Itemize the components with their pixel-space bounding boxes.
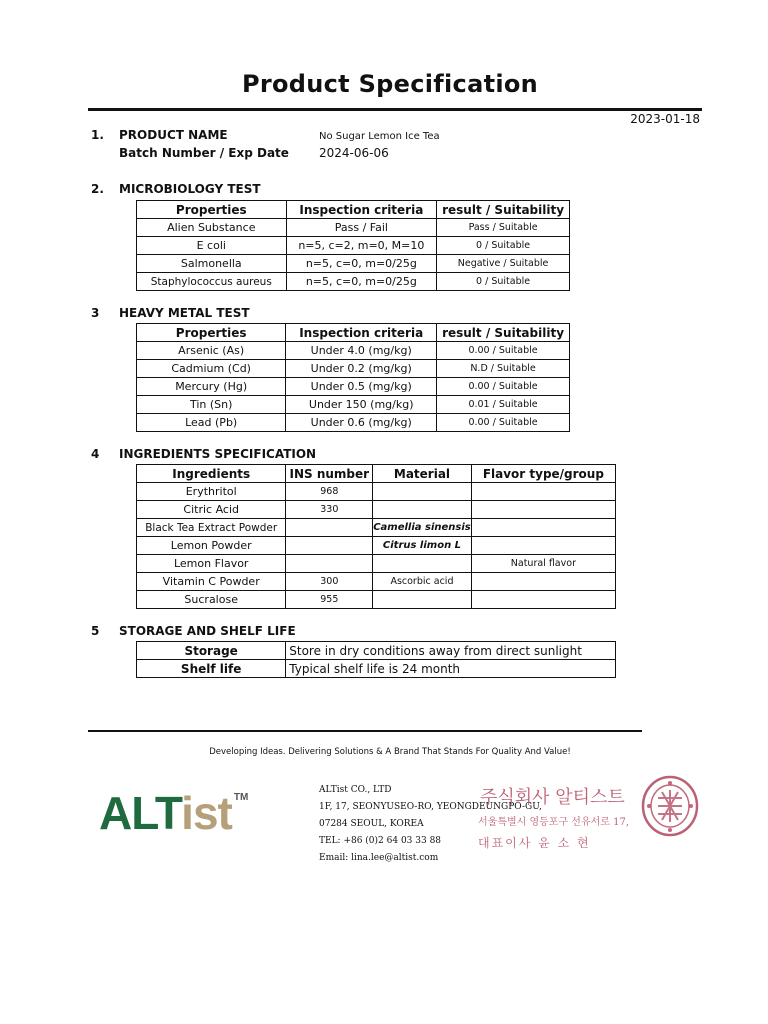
table-header: Inspection criteria [286, 201, 437, 219]
table-cell: Natural flavor [471, 555, 615, 573]
table-cell: n=5, c=0, m=0/25g [286, 255, 437, 273]
table-cell [471, 519, 615, 537]
product-name-value: No Sugar Lemon Ice Tea [319, 131, 440, 142]
table-cell: Under 0.2 (mg/kg) [286, 360, 437, 378]
table-cell: Negative / Suitable [437, 255, 570, 273]
ingredients-heading: INGREDIENTS SPECIFICATION [119, 447, 317, 461]
table-cell: 968 [286, 483, 373, 501]
table-row [137, 660, 616, 678]
table-cell: Typical shelf life is 24 month [286, 660, 616, 678]
table-row [137, 396, 570, 414]
table-header: Properties [137, 201, 287, 219]
table-cell: Staphylococcus aureus [137, 273, 287, 291]
table-row [137, 519, 616, 537]
title-divider [88, 108, 702, 111]
table-header: INS number [286, 465, 373, 483]
table-header: Shelf life [137, 660, 286, 678]
table-row [137, 573, 616, 591]
section-4-number: 4 [91, 447, 100, 461]
stamp-address: 서울특별시 영등포구 선유서로 17, [478, 817, 630, 828]
table-row [137, 273, 570, 291]
table-cell [471, 483, 615, 501]
storage-table [136, 641, 616, 678]
page-title: Product Specification [241, 70, 539, 98]
table-cell [471, 573, 615, 591]
document-date: 2023-01-18 [630, 112, 700, 126]
table-row [137, 642, 616, 660]
stamp-representative: 대표이사 윤 소 현 [478, 836, 591, 850]
table-row [137, 378, 570, 396]
table-cell: Erythritol [137, 483, 286, 501]
table-header: Ingredients [137, 465, 286, 483]
table-cell: n=5, c=2, m=0, M=10 [286, 237, 437, 255]
table-cell [373, 501, 472, 519]
table-cell [373, 591, 472, 609]
table-cell [471, 537, 615, 555]
table-cell: Under 4.0 (mg/kg) [286, 342, 437, 360]
heavy-metal-heading: HEAVY METAL TEST [119, 306, 250, 320]
logo-tm: TM [233, 792, 249, 803]
table-cell [286, 519, 373, 537]
table-cell: Ascorbic acid [373, 573, 472, 591]
logo-ist: ist [181, 787, 232, 839]
table-cell: Vitamin C Powder [137, 573, 286, 591]
table-cell: Citric Acid [137, 501, 286, 519]
table-cell: Alien Substance [137, 219, 287, 237]
table-cell: Citrus limon L [373, 537, 472, 555]
table-header: result / Suitability [437, 324, 570, 342]
footer-divider [88, 730, 642, 732]
table-cell: Mercury (Hg) [137, 378, 286, 396]
table-cell [286, 555, 373, 573]
table-row [137, 237, 570, 255]
table-row [137, 360, 570, 378]
table-row [137, 342, 570, 360]
table-header: Flavor type/group [471, 465, 615, 483]
table-cell: 955 [286, 591, 373, 609]
table-cell [471, 591, 615, 609]
batch-label: Batch Number / Exp Date [119, 146, 289, 160]
table-cell: 0 / Suitable [437, 237, 570, 255]
table-header: Storage [137, 642, 286, 660]
table-cell: Pass / Fail [286, 219, 437, 237]
company-stamp-text [478, 783, 629, 851]
table-cell [373, 555, 472, 573]
table-cell: Camellia sinensis [373, 519, 472, 537]
table-row [137, 591, 616, 609]
table-cell: Lead (Pb) [137, 414, 286, 432]
table-cell: Under 150 (mg/kg) [286, 396, 437, 414]
section-5-number: 5 [91, 624, 100, 638]
table-cell: 300 [286, 573, 373, 591]
table-row [137, 414, 570, 432]
batch-value: 2024-06-06 [319, 146, 389, 160]
table-row [137, 501, 616, 519]
seal-stamp-icon [640, 774, 700, 838]
altist-logo [99, 786, 249, 840]
table-row [137, 555, 616, 573]
table-cell: Under 0.5 (mg/kg) [286, 378, 437, 396]
table-cell [471, 501, 615, 519]
table-row [137, 255, 570, 273]
address-line: 07284 SEOUL, KOREA [319, 819, 424, 829]
stamp-company-name: 주식회사 알티스트 [480, 787, 625, 808]
table-cell: 0.00 / Suitable [437, 414, 570, 432]
address-line: TEL: +86 (0)2 64 03 33 88 [319, 836, 442, 846]
table-cell: 0.00 / Suitable [437, 378, 570, 396]
table-cell: Store in dry conditions away from direct sunlight [286, 642, 616, 660]
table-header: result / Suitability [437, 201, 570, 219]
table-cell: Cadmium (Cd) [137, 360, 286, 378]
heavy-metal-table [136, 323, 570, 432]
table-cell [373, 483, 472, 501]
product-name-label: PRODUCT NAME [119, 128, 228, 142]
address-line: Email: lina.lee@altist.com [319, 853, 439, 863]
section-1-number: 1. [91, 128, 104, 142]
table-row [137, 483, 616, 501]
table-row [137, 537, 616, 555]
table-cell: 0 / Suitable [437, 273, 570, 291]
table-cell: N.D / Suitable [437, 360, 570, 378]
table-cell: Black Tea Extract Powder [137, 519, 286, 537]
table-header: Material [373, 465, 472, 483]
section-2-number: 2. [91, 182, 104, 196]
table-cell: Arsenic (As) [137, 342, 286, 360]
table-cell [286, 537, 373, 555]
table-cell: Salmonella [137, 255, 287, 273]
table-cell: 0.01 / Suitable [437, 396, 570, 414]
table-cell: E coli [137, 237, 287, 255]
table-header: Properties [137, 324, 286, 342]
table-header: Inspection criteria [286, 324, 437, 342]
microbiology-table [136, 200, 570, 291]
logo-alt: ALT [99, 787, 182, 839]
table-cell: Tin (Sn) [137, 396, 286, 414]
table-cell: Under 0.6 (mg/kg) [286, 414, 437, 432]
microbiology-heading: MICROBIOLOGY TEST [119, 182, 261, 196]
storage-heading: STORAGE AND SHELF LIFE [119, 624, 296, 638]
table-cell: 330 [286, 501, 373, 519]
tagline: Developing Ideas. Delivering Solutions & A Brand That Stands For Quality And Value! [209, 747, 571, 757]
table-cell: Sucralose [137, 591, 286, 609]
table-cell: n=5, c=0, m=0/25g [286, 273, 437, 291]
table-cell: Lemon Powder [137, 537, 286, 555]
section-3-number: 3 [91, 306, 100, 320]
ingredients-table [136, 464, 616, 609]
table-cell: 0.00 / Suitable [437, 342, 570, 360]
table-cell: Lemon Flavor [137, 555, 286, 573]
table-row [137, 219, 570, 237]
table-cell: Pass / Suitable [437, 219, 570, 237]
address-line: ALTist CO., LTD [319, 785, 392, 795]
address-line: 1F, 17, SEONYUSEO-RO, YEONGDEUNGPO-GU, [319, 802, 542, 812]
